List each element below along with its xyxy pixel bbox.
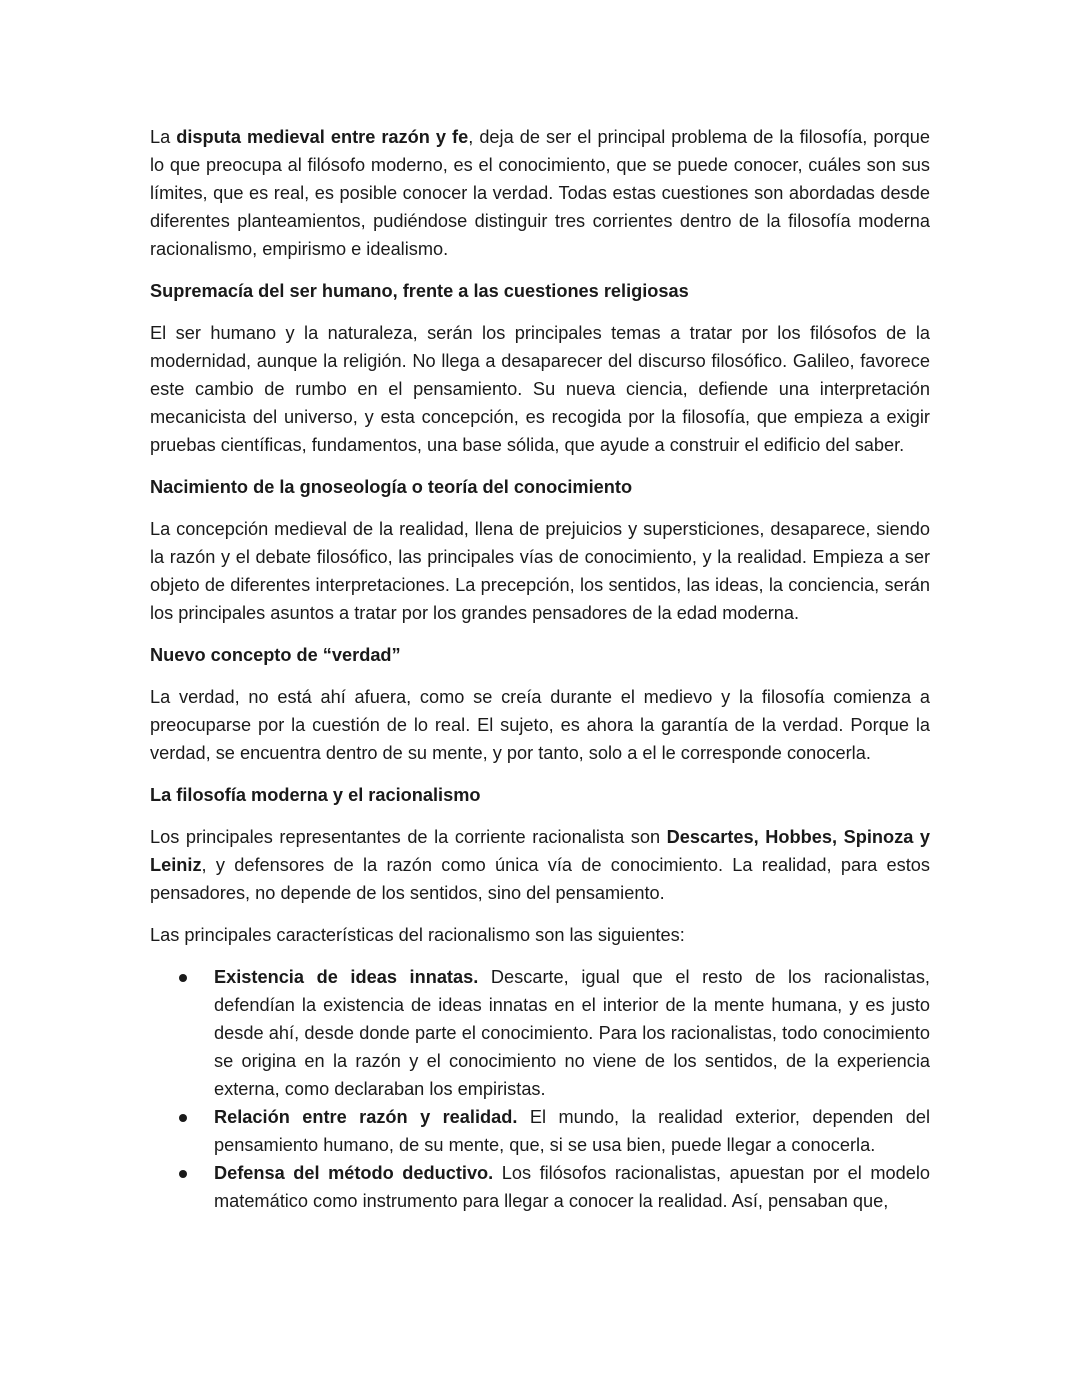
bullet-icon xyxy=(179,1170,187,1178)
rationalism-text-start: Los principales representantes de la corriente racionalista son xyxy=(150,827,667,847)
rationalism-text-rest: , y defensores de la razón como única vía de conocimiento. La realidad, para estos pensadores, no depende de los sentidos, sino del pensamiento. xyxy=(150,855,930,903)
section-body-truth: La verdad, no está ahí afuera, como se creía durante el medievo y la filosofía comienza a preocuparse por la cuestión de lo real. El sujeto, es ahora la garantía de la verdad. Porque la verdad, se encuentra dentro de su mente, y por tanto, solo a el le corresponde conocerla. xyxy=(150,687,930,763)
list-item xyxy=(150,1159,930,1215)
bullet-icon xyxy=(179,1114,187,1122)
list-item-text: Descarte, igual que el resto de los racionalistas, defendían la existencia de ideas innatas en el interior de la mente humana, y es justo desde ahí, desde donde parte el conocimiento. Para los racionalistas, todo conocimiento se origina en la razón y el conocimiento no viene de los sentidos, de la experiencia externa, como declaraban los empiristas. xyxy=(214,967,930,1099)
section-heading-gnoseology: Nacimiento de la gnoseología o teoría del conocimiento xyxy=(150,477,633,497)
section-body-supremacy: El ser humano y la naturaleza, serán los principales temas a tratar por los filósofos de la modernidad, aunque la religión. No llega a desaparecer del discurso filosófico. Galileo, favorece este cambio de rumbo en el pensamiento. Su nueva ciencia, defiende una interpretación mecanicista del universo, y esta concepción, es recogida por la filosofía, que empieza a exigir pruebas científicas, fundamentos, una base sólida, que ayude a construir el edificio del saber. xyxy=(150,323,930,455)
list-item-title: Existencia de ideas innatas. xyxy=(214,967,479,987)
section-body-rationalism xyxy=(150,823,930,907)
list-item-title: Relación entre razón y realidad. xyxy=(214,1107,518,1127)
characteristics-intro: Las principales características del racionalismo son las siguientes: xyxy=(150,925,685,945)
list-item-title: Defensa del método deductivo. xyxy=(214,1163,494,1183)
section-heading-rationalism: La filosofía moderna y el racionalismo xyxy=(150,785,481,805)
list-item-text: El mundo, la realidad exterior, dependen del pensamiento humano, de su mente, que, si se usa bien, puede llegar a conocerla. xyxy=(214,1107,930,1155)
intro-bold-phrase: disputa medieval entre razón y fe xyxy=(176,127,469,147)
document-page xyxy=(150,123,930,1215)
list-item-text: Los filósofos racionalistas, apuestan por el modelo matemático como instrumento para llegar a conocer la realidad. Así, pensaban que, xyxy=(214,1163,930,1211)
intro-text-start: La xyxy=(150,127,177,147)
list-item xyxy=(150,1103,930,1159)
intro-paragraph xyxy=(150,123,930,263)
section-heading-truth: Nuevo concepto de “verdad” xyxy=(150,645,401,665)
bullet-icon xyxy=(179,974,187,982)
section-body-gnoseology: La concepción medieval de la realidad, llena de prejuicios y supersticiones, desaparece, siendo la razón y el debate filosófico, las principales vías de conocimiento, y la realidad. Empieza a ser objeto de diferentes interpretaciones. La precepción, los sentidos, las ideas, la conciencia, serán los principales asuntos a tratar por los grandes pensadores de la edad moderna. xyxy=(150,519,930,623)
characteristics-list xyxy=(150,963,930,1215)
rationalism-representatives: Descartes, Hobbes, Spinoza y Leiniz xyxy=(150,827,930,875)
list-item xyxy=(150,963,930,1103)
intro-text-rest: , deja de ser el principal problema de la filosofía, porque lo que preocupa al filósofo moderno, es el conocimiento, que se puede conocer, cuáles son sus límites, que es real, es posible conocer la verdad. Todas estas cuestiones son abordadas desde diferentes planteamientos, pudiéndose distinguir tres corrientes dentro de la filosofía moderna racionalismo, empirismo e idealismo. xyxy=(150,127,930,259)
section-heading-supremacy: Supremacía del ser humano, frente a las cuestiones religiosas xyxy=(150,281,689,301)
